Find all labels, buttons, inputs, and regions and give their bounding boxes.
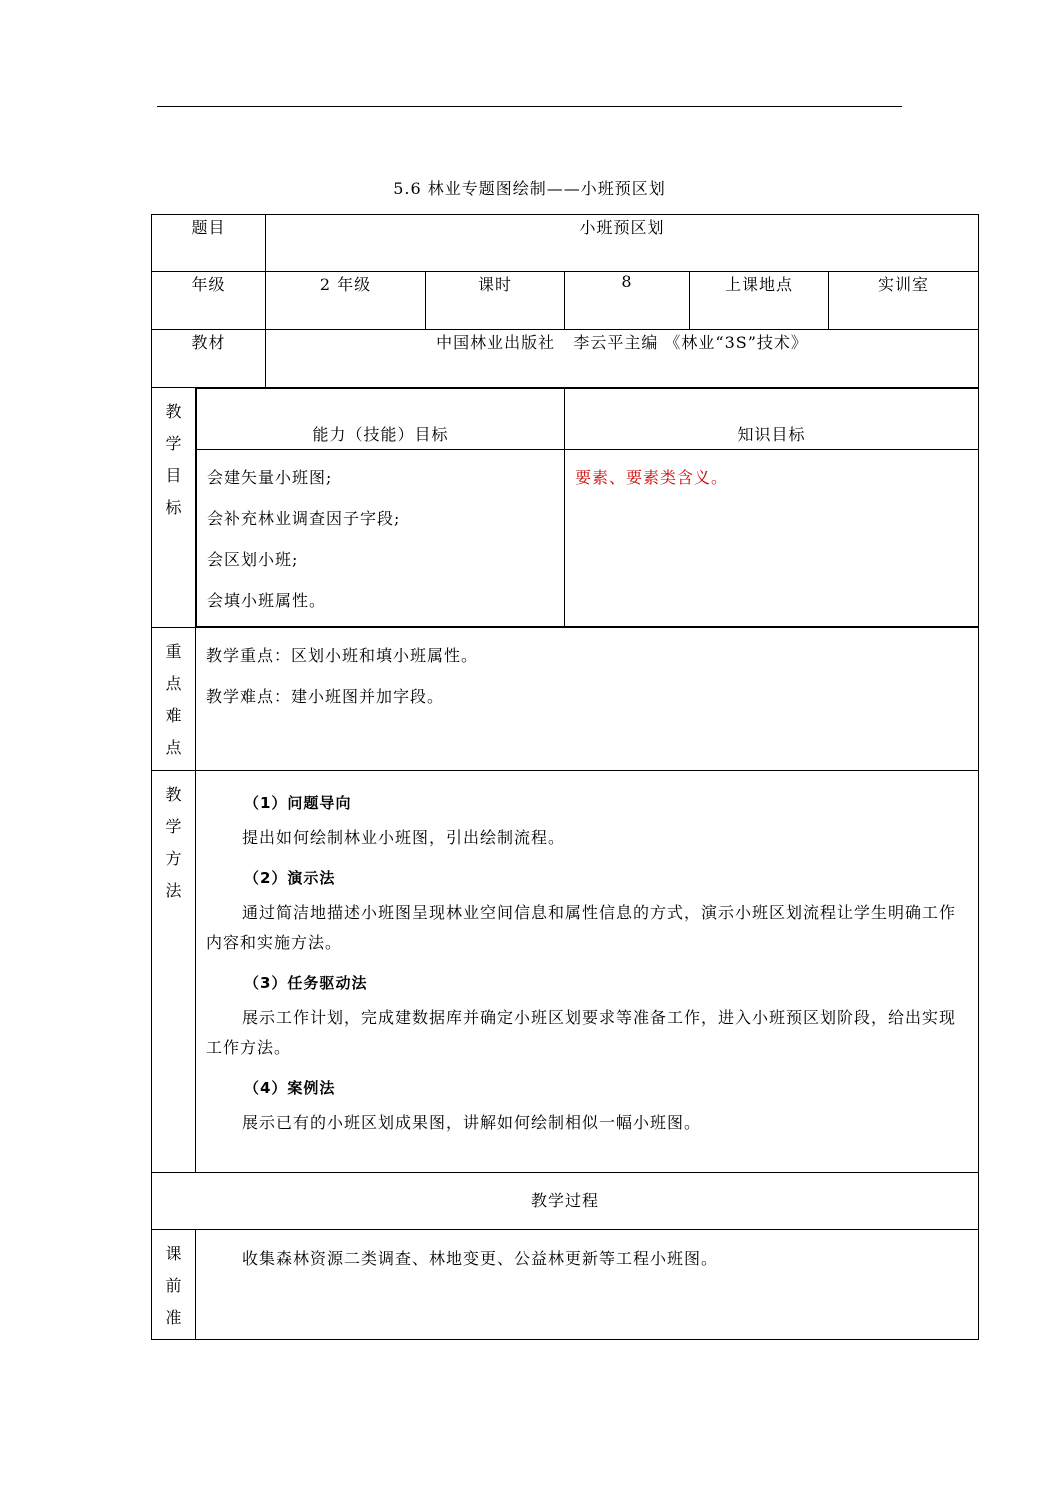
key-points-label-char: 重 <box>165 642 183 661</box>
goals-label-char: 标 <box>165 498 183 517</box>
methods-row <box>152 771 979 1173</box>
method-heading: （4）案例法 <box>244 1079 336 1097</box>
textbook-row <box>152 330 979 388</box>
preparation-label <box>152 1230 196 1334</box>
textbook-value: 中国林业出版社 李云平主编 《林业“3S”技术》 <box>436 333 808 352</box>
ability-goals-header: 能力（技能）目标 <box>197 389 565 450</box>
methods-label-char: 方 <box>165 849 183 868</box>
list-item: 要素、要素类含义。 <box>575 468 729 487</box>
process-heading: 教学过程 <box>531 1191 600 1210</box>
ability-goals-list <box>197 450 564 626</box>
key-points-label-char: 点 <box>165 674 183 693</box>
list-item: 教学难点：建小班图并加字段。 <box>206 687 445 706</box>
list-item: 教学重点：区划小班和填小班属性。 <box>206 646 479 665</box>
key-points-row <box>152 628 979 771</box>
topic-label: 题目 <box>191 218 226 237</box>
topic-row <box>152 215 979 272</box>
hours-value: 8 <box>621 272 633 291</box>
grade-label: 年级 <box>191 275 226 294</box>
methods-label <box>152 771 196 907</box>
methods-label-char: 法 <box>165 881 183 900</box>
header-rule <box>157 106 902 107</box>
goals-label <box>152 388 196 524</box>
preparation-label-char: 准 <box>165 1308 183 1327</box>
key-points-label <box>152 628 196 764</box>
goals-inner-table <box>196 388 979 627</box>
list-item: 会建矢量小班图; <box>207 468 333 487</box>
process-row <box>152 1173 979 1230</box>
preparation-label-char: 前 <box>165 1276 183 1295</box>
goals-label-char: 学 <box>165 434 183 453</box>
grade-value: 2 年级 <box>319 275 372 294</box>
method-text: 提出如何绘制林业小班图，引出绘制流程。 <box>242 828 566 847</box>
place-value: 实训室 <box>878 275 930 294</box>
place-label: 上课地点 <box>725 275 794 294</box>
knowledge-goals-header: 知识目标 <box>565 389 979 450</box>
method-heading: （3）任务驱动法 <box>244 974 368 992</box>
preparation-text: 收集森林资源二类调查、林地变更、公益林更新等工程小班图。 <box>242 1249 719 1268</box>
goals-label-char: 目 <box>165 466 183 485</box>
method-text: 展示工作计划，完成建数据库并确定小班区划要求等准备工作，进入小班预区划阶段，给出实现工作方法。 <box>206 1008 957 1057</box>
hours-label: 课时 <box>478 275 513 294</box>
list-item: 会填小班属性。 <box>207 591 327 610</box>
key-points-label-char: 难 <box>165 706 183 725</box>
methods-label-char: 学 <box>165 817 183 836</box>
goals-label-char: 教 <box>165 402 183 421</box>
preparation-label-char: 课 <box>165 1244 183 1263</box>
methods-content <box>196 771 978 1153</box>
textbook-label: 教材 <box>191 333 226 352</box>
topic-value: 小班预区划 <box>579 218 665 237</box>
list-item: 会补充林业调查因子字段; <box>207 509 401 528</box>
key-points-label-char: 点 <box>165 738 183 757</box>
knowledge-goals-list <box>565 450 978 503</box>
info-row <box>152 272 979 330</box>
method-heading: （2）演示法 <box>244 869 336 887</box>
goals-row <box>152 388 979 628</box>
preparation-row <box>152 1230 979 1340</box>
list-item: 会区划小班; <box>207 550 299 569</box>
method-heading: （1）问题导向 <box>244 794 352 812</box>
lesson-plan-table <box>151 214 979 1340</box>
methods-label-char: 教 <box>165 785 183 804</box>
document-title: 5.6 林业专题图绘制——小班预区划 <box>393 179 666 198</box>
method-text: 展示已有的小班区划成果图，讲解如何绘制相似一幅小班图。 <box>242 1113 702 1132</box>
key-points-list <box>196 628 978 722</box>
method-text: 通过简洁地描述小班图呈现林业空间信息和属性信息的方式，演示小班区划流程让学生明确工作内容和实施方法。 <box>206 903 957 952</box>
